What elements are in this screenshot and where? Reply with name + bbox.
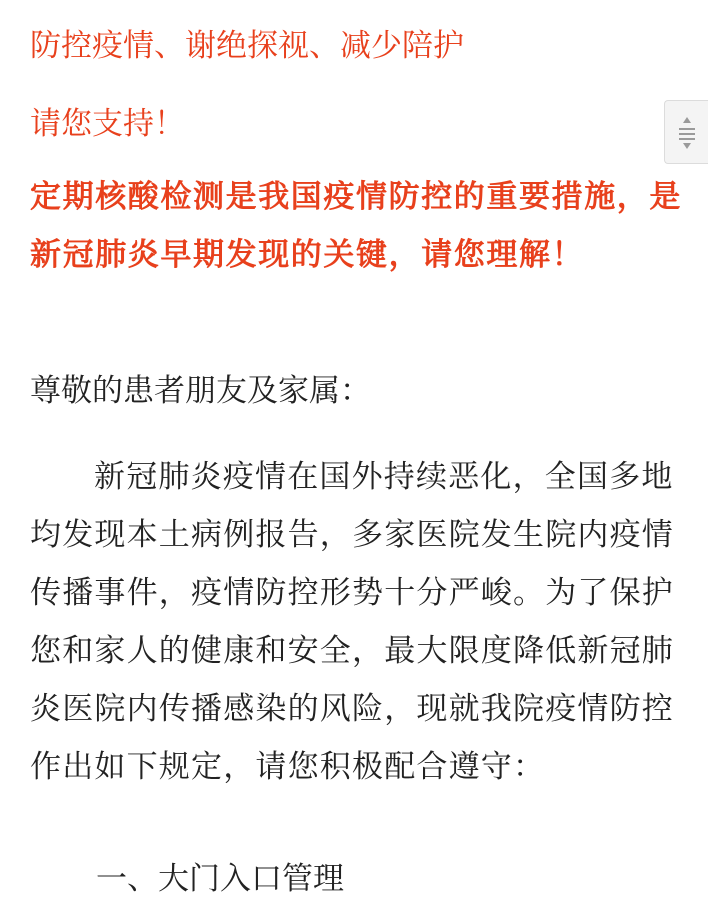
header-line-2: 请您支持！: [30, 106, 185, 142]
header-line-1: 防控疫情、谢绝探视、减少陪护: [30, 28, 464, 64]
salutation: 尊敬的患者朋友及家属：: [30, 373, 371, 409]
scroll-handle-icon: [677, 115, 697, 151]
body-paragraph: 新冠肺炎疫情在国外持续恶化，全国多地均发现本土病例报告，多家医院发生院内疫情传播事件，疫情防控形势十分严峻。为了保护您和家人的健康和安全，最大限度降低新冠肺炎医院内传播感染的风险，现就我院疫情防控作出如下规定，请您积极配合遵守：: [30, 459, 674, 785]
section-heading: 一、大门入口管理: [96, 861, 344, 897]
testing-notice: 定期核酸检测是我国疫情防控的重要措施，是新冠肺炎早期发现的关键，请您理解！: [30, 179, 682, 273]
scroll-handle[interactable]: [664, 100, 708, 164]
